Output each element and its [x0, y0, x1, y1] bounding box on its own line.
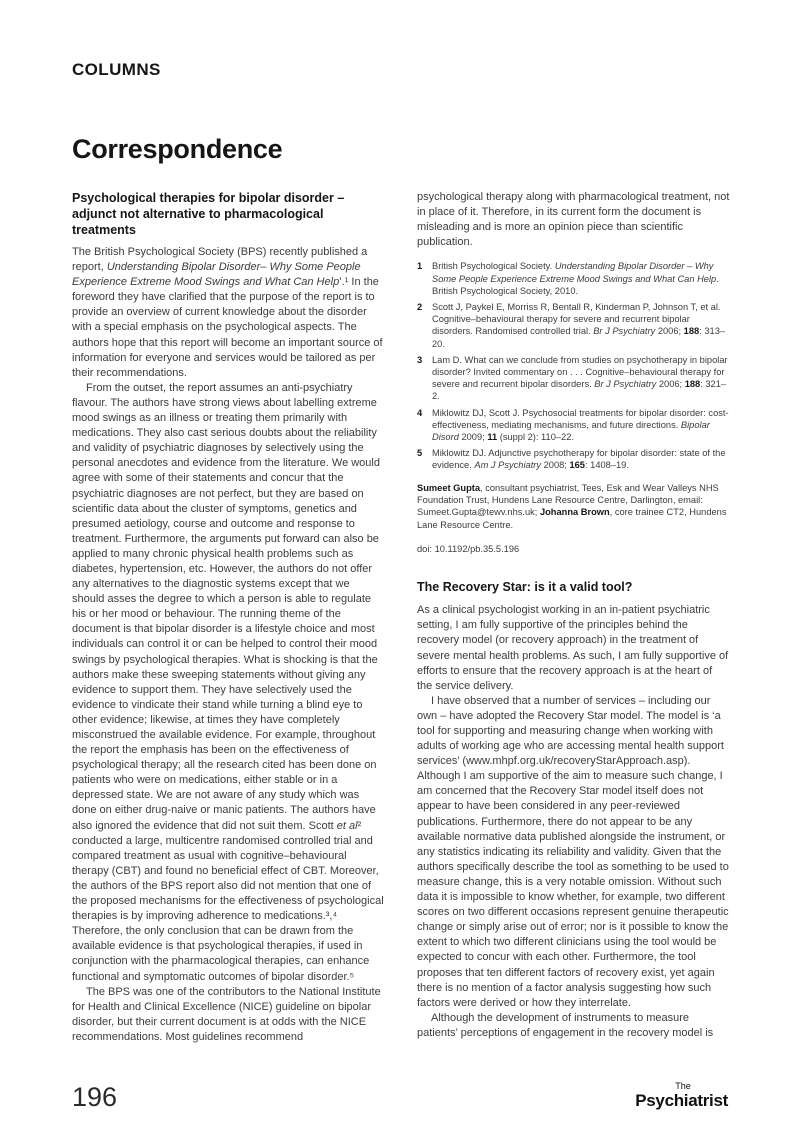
author-note: Sumeet Gupta, consultant psychiatrist, Tees, Esk and Wear Valleys NHS Foundation Trust, Hundens Lane Resource Centre, Darlington, email: Sumeet.Gupta@tewv.nhs.uk; Johanna Brown, core trainee CT2, Hundens Lane Resource Centre. — [417, 482, 727, 530]
letter2-title: The Recovery Star: is it a valid tool? — [417, 580, 633, 595]
page-number: 196 — [72, 1082, 118, 1112]
letter2-paragraph-1: As a clinical psychologist working in an in-patient psychiatric setting, I am fully supportive of the principles behind the recovery model (or recovery approach) in the treatment of severe mental health problems. As such, I am fully supportive of efforts to ensure that the recovery approach is at the heart of the service delivery. — [417, 604, 729, 692]
reference-text: Miklowitz DJ, Scott J. Psychosocial treatments for bipolar disorder: cost-effectiveness, mediating mechanisms, and future directions. Bipolar Disord 2009; 11 (suppl 2): 110–22. — [432, 407, 729, 443]
letter2-paragraph-2: I have observed that a number of services – including our own – have adopted the Recovery Star model. The model is ‘a tool for supporting and measuring change when working with adults of working age who are accessing mental health support services’ (www.mhpf.org.uk/recoveryStarApproach.asp). Although I am supportive of the aim to measure such change, I am concerned that the Recovery Star model itself does not appear to have been considered in any peer-reviewed publications. Furthermore, there do not appear to be any available normative data published alongside the instrument, or any statistics indicating its reliability and validity. Given that the authors specifically describe the tool as something to be used to measure change, this is a very notable omission. Without such data it is impossible to know whether, for example, two different scores on two different occasions represent genuine therapeutic change or simply arise out of error; nor is it possible to know the extent to which two different clinicians using the tool would be expected to concur with each other. Furthermore, the tool proposes that ten different factors of recovery exist, yet again there is no mention of a factor analysis suggesting how such factors were derived or how they interrelate. — [417, 694, 729, 1009]
page-title: Correspondence — [72, 134, 283, 164]
reference-item — [417, 407, 730, 444]
reference-number: 5 — [417, 448, 423, 459]
letter1-title: Psychological therapies for bipolar disorder – adjunct not alternative to pharmacological treatments — [72, 191, 345, 237]
doi-line: doi: 10.1192/pb.35.5.196 — [417, 544, 520, 555]
reference-text: Scott J, Paykel E, Morriss R, Bentall R, Kinderman P, Johnson T, et al. Cognitive–behavioural therapy for severe and recurrent bipolar disorders. Randomised controlled trial. Br J Psychiatry 2006; 188: 313–20. — [432, 301, 726, 349]
reference-text: Lam D. What can we conclude from studies on psychotherapy in bipolar disorder? Invited commentary on . . . Cognitive–behavioural therapy for severe and recurrent bipolar disorders. Br J Psychiatry 2006; 188: 321–2. — [432, 354, 728, 402]
references-list — [417, 260, 730, 471]
reference-number: 3 — [417, 354, 423, 365]
content-columns — [72, 190, 730, 1070]
reference-number: 2 — [417, 301, 423, 312]
reference-number: 4 — [417, 407, 423, 418]
reference-item — [417, 301, 730, 350]
reference-item — [417, 260, 730, 297]
journal-logo-name: Psychiatrist — [635, 1091, 728, 1110]
reference-item — [417, 354, 730, 403]
reference-text: Miklowitz DJ. Adjunctive psychotherapy for bipolar disorder: state of the evidence. Am J Psychiatry 2008; 165: 1408–19. — [432, 448, 726, 471]
letter1-paragraph-3: The BPS was one of the contributors to the National Institute for Health and Clinical Excellence (NICE) guideline on bipolar disorder, but their current document is at odds with the NICE recommendations. Most guidelines recommend — [72, 985, 381, 1043]
letter2-paragraph-3: Although the development of instruments to measure patients’ perceptions of engagement in the recovery model is — [417, 1011, 714, 1039]
letter1-paragraph-2: From the outset, the report assumes an anti-psychiatry flavour. The authors have strong views about labelling extreme mood swings as an illness or treating them primarily with medications. They also cast serious doubts about the reliability and validity of psychiatric diagnoses by selectively using the personal anecdotes and evidence from the literature. We would agree with some of their statements and concur that the psychiatric diagnoses are not perfect, but they are based on scientific data about the cluster of symptoms, genetics and presumed aetiology, course and outcome and response to treatment. Furthermore, the arguments put forward can also be applied to many chronic physical health problems such as diabetes, hypertension, etc. However, the authors do not offer any alternatives to the diagnostic systems except that we should asses the degree to which a person is able to regulate his or her mood or behaviour. The running theme of the document is that bipolar disorder is a lifestyle choice and most individuals can control it or can be helped to control their mood swings by psychological therapies. What is shocking is that the authors make these sweeping statements without giving any evidence to support them. They have selectively used the evidence to vindicate their stand while turning a blind eye to other evidence; likewise, at times they have completely misconstrued the available evidence. For example, throughout the report the emphasis has been on the effectiveness of psychological therapy; all the research cited has been done on patients who were on medications, either stable or in a depressed state. We are not aware of any study which was done on either drug-naive or manic patients. The authors have also ignored the evidence that did not suit them. Scott et al² conducted a large, multicentre randomised controlled trial and compared treatment as usual with cognitive–behavioural therapy (CBT) and found no beneficial effect of CBT. Moreover, the authors of the BPS report also did not mention that one of the proposed mechanisms for the effectiveness of psychological therapies is by improving adherence to medications.³,⁴ Therefore, the only conclusion that can be drawn from the available evidence is that psychological therapies, if used in conjunction with the pharmacological therapies, can enhance functional and symptomatic outcomes of bipolar disorder.⁵ — [72, 381, 384, 983]
journal-logo-the: The — [675, 1081, 691, 1091]
left-column — [72, 190, 385, 1070]
reference-number: 1 — [417, 261, 423, 272]
section-label: COLUMNS — [72, 60, 161, 79]
letter1-paragraph-3-continued: psychological therapy along with pharmacological treatment, not in place of it. Therefore, in its current form the document is misleading and is more an opinion piece than scientific publication. — [417, 191, 730, 249]
right-column — [417, 190, 730, 1070]
reference-text: British Psychological Society. Understanding Bipolar Disorder – Why Some People Experience Extreme Mood Swings and What Can Help. British Psychological Society, 2010. — [432, 261, 719, 296]
journal-logo — [635, 1082, 728, 1109]
reference-item — [417, 447, 730, 471]
letter1-paragraph-1: The British Psychological Society (BPS) recently published a report, Understanding Bipolar Disorder– Why Some People Experience Extreme Mood Swings and What Can Help’.¹ In the foreword they have clarified that the purpose of the report is to provide an overview of current knowledge about the disorder with a special emphasis on the psychological aspects. The authors hope that this report will become an important source of information for everyone and services would be tailored as per their recommendations. — [72, 246, 383, 379]
